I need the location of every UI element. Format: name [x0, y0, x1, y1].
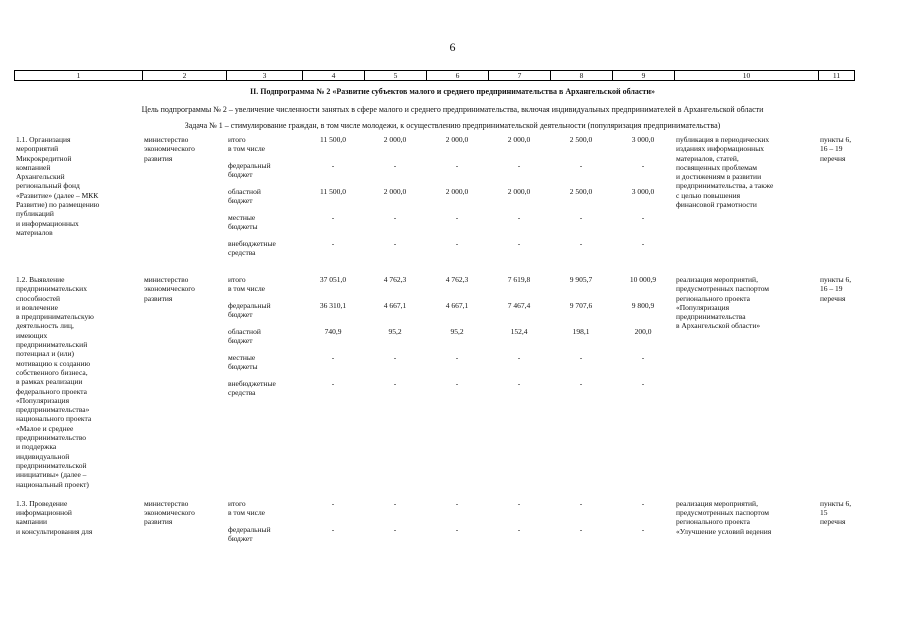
funding-source-label: федеральный бюджет	[228, 161, 271, 180]
table-row	[14, 499, 854, 551]
funding-source-label: местные бюджеты	[228, 213, 258, 232]
funding-year-column	[612, 135, 674, 265]
header-col-6: 6	[427, 71, 489, 81]
indicator-link: пункты 6, 15 перечня	[820, 498, 852, 527]
funding-value: -	[579, 379, 583, 388]
funding-year-column	[302, 499, 364, 551]
expected-result: реализация мероприятий, предусмотренных паспортом регионального проекта «Популяризация предпринимательства в Архангельской области»	[676, 275, 770, 331]
activity-name: 1.2. Выявление предпринимательских способностей и вовлечение в предпринимательскую деятельность лиц, имеющих предпринимательский потенциал и (или) мотивацию к созданию собственного бизнеса, в рамках реализации федерального проекта «Популяризация предпринимательства» национального проекта «Малое и среднее предпринимательство и поддержка индивидуальной предпринимательской инициативы» (далее – национальный проект)	[16, 275, 94, 489]
funding-value: -	[517, 379, 521, 388]
subprogram-title: II. Подпрограмма № 2 «Развитие субъектов малого и среднего предпринимательства в Архангельской области»	[250, 87, 655, 96]
funding-value: -	[331, 524, 335, 534]
funding-value: -	[331, 213, 335, 222]
header-col-1: 1	[15, 71, 143, 81]
row-spacer	[14, 265, 854, 275]
funding-value: -	[455, 353, 459, 362]
funding-value: -	[579, 353, 583, 362]
funding-value: 9 800,9	[631, 301, 655, 310]
funding-year-column	[488, 135, 550, 265]
funding-value: -	[455, 524, 459, 534]
funding-sources	[226, 499, 302, 551]
header-col-11: 11	[819, 71, 855, 81]
funding-value: -	[455, 379, 459, 388]
funding-year-column	[550, 135, 612, 265]
funding-value: 2 000,0	[445, 135, 469, 144]
funding-value: 2 000,0	[383, 187, 407, 196]
funding-value: -	[517, 524, 521, 534]
executor: министерство экономического развития	[144, 135, 195, 163]
funding-value: 7 619,8	[507, 275, 531, 284]
funding-value: -	[331, 353, 335, 362]
funding-source-label: итого в том числе	[228, 135, 266, 154]
funding-source-label: федеральный бюджет	[228, 301, 271, 320]
funding-value: -	[393, 213, 397, 222]
table-row	[14, 135, 854, 265]
funding-value: -	[455, 239, 459, 248]
executor: министерство экономического развития	[144, 498, 195, 527]
funding-year-column	[302, 135, 364, 265]
funding-year-column	[488, 275, 550, 489]
funding-value: 200,0	[634, 327, 652, 336]
funding-year-column	[302, 275, 364, 489]
funding-year-column	[426, 499, 488, 551]
funding-value: -	[641, 353, 645, 362]
funding-value: 36 310,1	[319, 301, 347, 310]
funding-source-label: федеральный бюджет	[228, 524, 271, 544]
expected-result: реализация мероприятий, предусмотренных паспортом регионального проекта «Улучшение условий ведения	[676, 498, 772, 536]
funding-value: 4 667,1	[383, 301, 407, 310]
funding-value: -	[641, 239, 645, 248]
funding-value: 4 762,3	[383, 275, 407, 284]
funding-value: 11 500,0	[320, 187, 346, 196]
activity-name: 1.3. Проведение информационной кампании и консультирования для	[16, 498, 93, 536]
activity-name: 1.1. Организация мероприятий Микрокредитной компанией Архангельский региональный фонд «Развитие» (далее – МКК Развитие) по размещению публикаций и информационных материалов	[16, 135, 100, 237]
funding-value: -	[455, 213, 459, 222]
header-col-5: 5	[365, 71, 427, 81]
funding-value: -	[641, 498, 645, 508]
funding-value: -	[393, 379, 397, 388]
table-row	[14, 275, 854, 489]
task-heading: Задача № 1 – стимулирование граждан, в том числе молодежи, к осуществлению предпринимательской деятельности (популяризация предпринимательства)	[184, 121, 721, 130]
funding-source-label: областной бюджет	[228, 187, 261, 206]
funding-value: 37 051,0	[319, 275, 347, 284]
funding-value: 152,4	[510, 327, 528, 336]
funding-value: -	[331, 498, 335, 508]
header-col-8: 8	[551, 71, 613, 81]
funding-value: 4 762,3	[445, 275, 469, 284]
funding-value: 10 000,9	[629, 275, 657, 284]
funding-value: -	[641, 213, 645, 222]
funding-value: -	[517, 498, 521, 508]
funding-value: 2 000,0	[507, 135, 531, 144]
funding-value: -	[517, 239, 521, 248]
funding-value: -	[517, 353, 521, 362]
funding-year-column	[426, 135, 488, 265]
funding-value: 2 000,0	[507, 187, 531, 196]
expected-result: публикация в периодических изданиях информационных материалов, статей, посвященных проблемам и достижениям в развитии предпринимательства, а также с целью повышения финансовой грамотности	[676, 135, 774, 210]
header-col-10: 10	[675, 71, 819, 81]
funding-year-column	[550, 275, 612, 489]
header-col-7: 7	[489, 71, 551, 81]
header-col-9: 9	[613, 71, 675, 81]
funding-value: 2 500,0	[569, 135, 593, 144]
funding-year-column	[426, 275, 488, 489]
funding-value: -	[579, 213, 583, 222]
indicator-link: пункты 6, 16 – 19 перечня	[820, 275, 852, 303]
funding-value: -	[331, 161, 335, 170]
funding-value: -	[579, 161, 583, 170]
funding-year-column	[612, 499, 674, 551]
funding-value: -	[331, 239, 335, 248]
funding-source-label: внебюджетные средства	[228, 379, 276, 398]
funding-sources	[226, 135, 302, 265]
funding-value: 198,1	[572, 327, 590, 336]
funding-value: 3 000,0	[631, 135, 655, 144]
funding-value: 9 707,6	[569, 301, 593, 310]
funding-source-label: местные бюджеты	[228, 353, 258, 372]
funding-year-column	[612, 275, 674, 489]
funding-value: 7 467,4	[507, 301, 531, 310]
executor: министерство экономического развития	[144, 275, 195, 303]
subprogram-goal: Цель подпрограммы № 2 – увеличение численности занятых в сфере малого и среднего предпринимательства, включая индивидуальных предпринимателей в Архангельской области	[141, 105, 764, 114]
funding-year-column	[550, 499, 612, 551]
funding-value: -	[517, 213, 521, 222]
funding-value: 9 905,7	[569, 275, 593, 284]
funding-sources	[226, 275, 302, 489]
funding-value: -	[579, 524, 583, 534]
funding-source-label: итого в том числе	[228, 498, 266, 518]
funding-year-column	[488, 499, 550, 551]
funding-value: -	[393, 524, 397, 534]
funding-value: 2 500,0	[569, 187, 593, 196]
funding-value: -	[517, 161, 521, 170]
funding-value: 11 500,0	[320, 135, 346, 144]
funding-value: 4 667,1	[445, 301, 469, 310]
funding-value: -	[393, 353, 397, 362]
funding-value: -	[579, 239, 583, 248]
indicator-link: пункты 6, 16 – 19 перечня	[820, 135, 852, 163]
funding-source-label: областной бюджет	[228, 327, 261, 346]
funding-source-label: внебюджетные средства	[228, 239, 276, 258]
activities-table	[14, 135, 854, 551]
funding-value: 2 000,0	[445, 187, 469, 196]
funding-value: 740,9	[324, 327, 342, 336]
funding-value: 95,2	[450, 327, 464, 336]
funding-value: -	[393, 239, 397, 248]
funding-value: -	[393, 498, 397, 508]
page-number: 6	[449, 40, 456, 54]
funding-value: -	[455, 161, 459, 170]
header-col-4: 4	[303, 71, 365, 81]
funding-value: 2 000,0	[383, 135, 407, 144]
funding-value: -	[393, 161, 397, 170]
funding-year-column	[364, 135, 426, 265]
funding-source-label: итого в том числе	[228, 275, 266, 294]
row-spacer	[14, 489, 854, 499]
column-number-header	[14, 70, 855, 81]
funding-value: -	[579, 498, 583, 508]
funding-value: -	[331, 379, 335, 388]
funding-value: -	[641, 379, 645, 388]
funding-year-column	[364, 275, 426, 489]
header-col-3: 3	[227, 71, 303, 81]
funding-value: -	[641, 524, 645, 534]
funding-value: -	[641, 161, 645, 170]
funding-year-column	[364, 499, 426, 551]
funding-value: 3 000,0	[631, 187, 655, 196]
funding-value: -	[455, 498, 459, 508]
header-col-2: 2	[143, 71, 227, 81]
funding-value: 95,2	[388, 327, 402, 336]
